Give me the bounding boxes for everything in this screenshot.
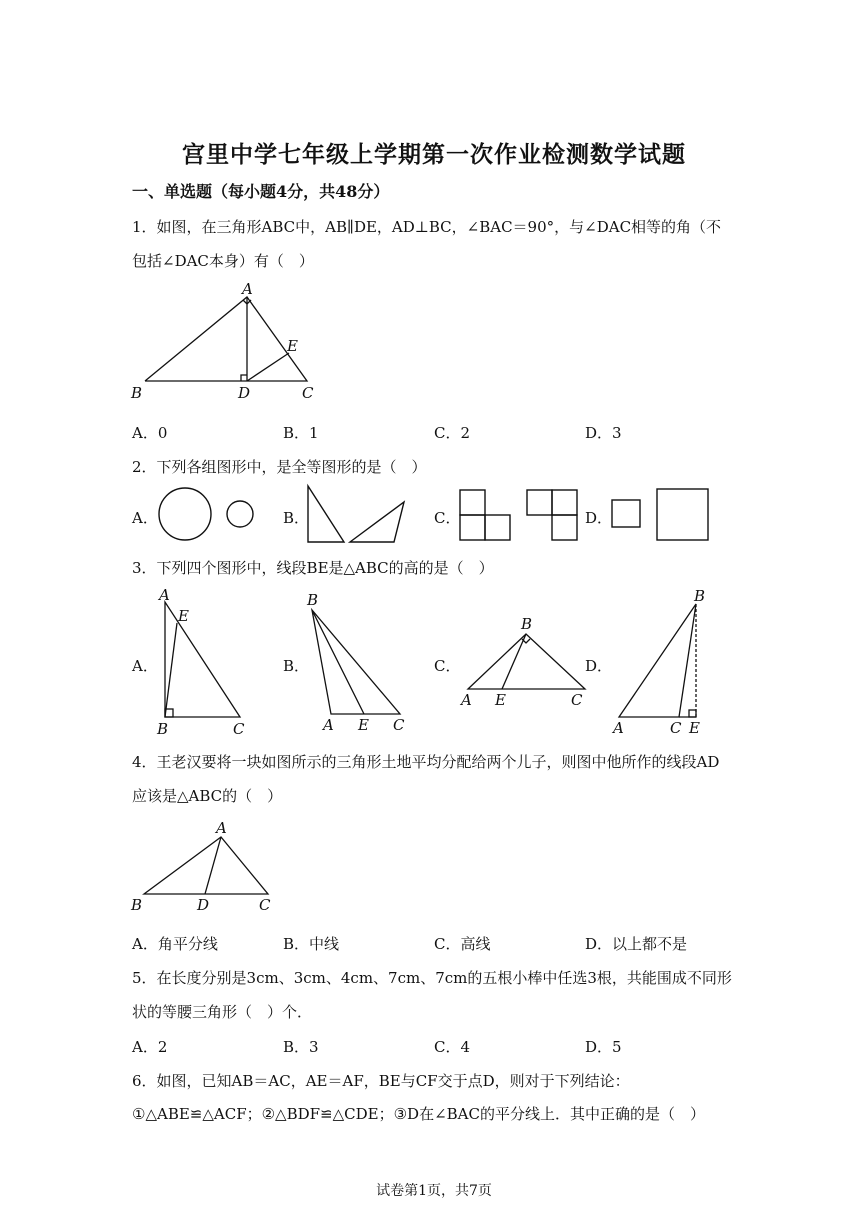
q2-shape1-top	[460, 490, 485, 515]
q2-shape2-top-right	[552, 490, 577, 515]
q2-option-c[interactable]: C．	[434, 509, 461, 527]
q5-text-line1: 5．在长度分别是3cm、3cm、4cm、7cm、7cm的五根小棒中任选3根，共能围成不同形	[132, 969, 732, 987]
q3-figure-c	[455, 612, 595, 712]
q3a-label-a: A	[159, 586, 170, 604]
q5-text-line2: 状的等腰三角形（ ）个．	[132, 1003, 313, 1021]
q1-label-e: E	[287, 337, 298, 355]
q2-shape2-top-left	[527, 490, 552, 515]
q4-option-c[interactable]: C．高线	[434, 935, 491, 953]
q3-figure-a	[152, 585, 262, 740]
q5-option-c[interactable]: C．4	[434, 1038, 471, 1056]
q1-triangle-figure	[125, 283, 325, 405]
q3a-segment-be	[165, 623, 177, 717]
q2-large-square	[657, 489, 708, 540]
q3-figure-b	[300, 588, 415, 736]
section-heading: 一、单选题（每小题4分，共48分）	[132, 182, 390, 201]
q6-text-line2: ①△ABE≌△ACF；②△BDF≌△CDE；③D在∠BAC的平分线上．其中正确的是（ ）	[132, 1105, 705, 1123]
q1-right-angle-d	[241, 375, 247, 381]
q1-option-d[interactable]: D．3	[585, 424, 622, 442]
q4-text-line1: 4．王老汉要将一块如图所示的三角形土地平均分配给两个儿子，则图中他所作的线段AD	[132, 753, 720, 771]
q4-label-b: B	[131, 896, 143, 914]
q4-triangle-figure	[125, 818, 285, 916]
q1-option-c[interactable]: C．2	[434, 424, 471, 442]
q4-option-a[interactable]: A．角平分线	[132, 935, 218, 953]
q6-text-line1: 6．如图，已知AB＝AC，AE＝AF，BE与CF交于点D，则对于下列结论：	[132, 1072, 630, 1090]
q4-label-a: A	[216, 819, 227, 837]
q3b-label-a: A	[323, 716, 334, 734]
q4-segment-ad	[205, 837, 221, 894]
q3d-triangle	[619, 604, 696, 717]
q5-option-a[interactable]: A．2	[132, 1038, 168, 1056]
q3c-label-e: E	[495, 691, 506, 709]
q3-option-a[interactable]: A．	[132, 657, 158, 675]
q3b-label-b: B	[307, 591, 319, 609]
q3a-label-b: B	[157, 720, 169, 738]
q5-option-b[interactable]: B．3	[283, 1038, 319, 1056]
q1-label-a: A	[242, 283, 253, 298]
q1-label-b: B	[131, 384, 143, 402]
q2-shape1-bottom-right	[485, 515, 510, 540]
q1-label-c: C	[302, 384, 314, 402]
q1-option-b[interactable]: B．1	[283, 424, 319, 442]
q2-small-square	[612, 500, 640, 527]
q4-option-d[interactable]: D．以上都不是	[585, 935, 688, 953]
q3a-label-c: C	[233, 720, 245, 738]
q3b-label-e: E	[358, 716, 369, 734]
q3c-label-b: B	[521, 615, 533, 633]
q2-option-a[interactable]: A．	[132, 509, 158, 527]
q1-segment-de	[247, 353, 289, 381]
q2-text: 2．下列各组图形中，是全等图形的是（ ）	[132, 458, 427, 476]
q3d-label-e: E	[689, 719, 700, 737]
q2-figure-d-squares	[605, 485, 715, 545]
q2-shape2-bottom	[552, 515, 577, 540]
q4-text-line2: 应该是△ABC的（ ）	[132, 787, 283, 805]
q3d-label-b: B	[694, 587, 706, 605]
q1-text-line2: 包括∠DAC本身）有（ ）	[132, 252, 314, 270]
q2-triangle-1	[308, 486, 344, 542]
q2-small-circle	[227, 501, 253, 527]
q3c-right-angle	[522, 639, 530, 643]
q3c-segment-be	[502, 634, 526, 689]
q3-text: 3．下列四个图形中，线段BE是△ABC的高的是（ ）	[132, 559, 494, 577]
q3-option-b[interactable]: B．	[283, 657, 310, 675]
q2-figure-c-squares	[455, 485, 585, 545]
q3b-label-c: C	[393, 716, 405, 734]
q2-option-d[interactable]: D．	[585, 509, 613, 527]
q4-triangle	[144, 837, 268, 894]
q2-big-circle	[159, 488, 211, 540]
q3a-label-e: E	[178, 607, 189, 625]
q3c-label-c: C	[571, 691, 583, 709]
q4-label-c: C	[259, 896, 271, 914]
q2-option-b[interactable]: B．	[283, 509, 310, 527]
q3d-label-a: A	[613, 719, 624, 737]
q2-shape1-bottom-left	[460, 515, 485, 540]
q2-figure-a-circles	[150, 485, 260, 545]
page-footer: 试卷第1页，共7页	[376, 1183, 492, 1199]
q4-option-b[interactable]: B．中线	[283, 935, 340, 953]
q1-option-a[interactable]: A．0	[132, 424, 168, 442]
q4-label-d: D	[197, 896, 210, 914]
q2-figure-b-triangles	[300, 482, 410, 544]
q1-triangle-outline	[145, 297, 307, 381]
q5-option-d[interactable]: D．5	[585, 1038, 622, 1056]
q1-text-line1: 1．如图，在三角形ABC中，AB∥DE，AD⊥BC，∠BAC＝90°，与∠DAC相等的角（不	[132, 218, 722, 236]
q1-label-d: D	[238, 384, 251, 402]
q3d-label-c: C	[670, 719, 682, 737]
q3-option-c[interactable]: C．	[434, 657, 461, 675]
q2-triangle-2	[350, 502, 404, 542]
q3-option-d[interactable]: D．	[585, 657, 613, 675]
q3a-triangle	[165, 602, 240, 717]
q3-figure-d	[605, 585, 725, 740]
q3c-label-a: A	[461, 691, 472, 709]
page-title: 宫里中学七年级上学期第一次作业检测数学试题	[182, 141, 686, 168]
q3d-right-angle	[689, 710, 696, 717]
